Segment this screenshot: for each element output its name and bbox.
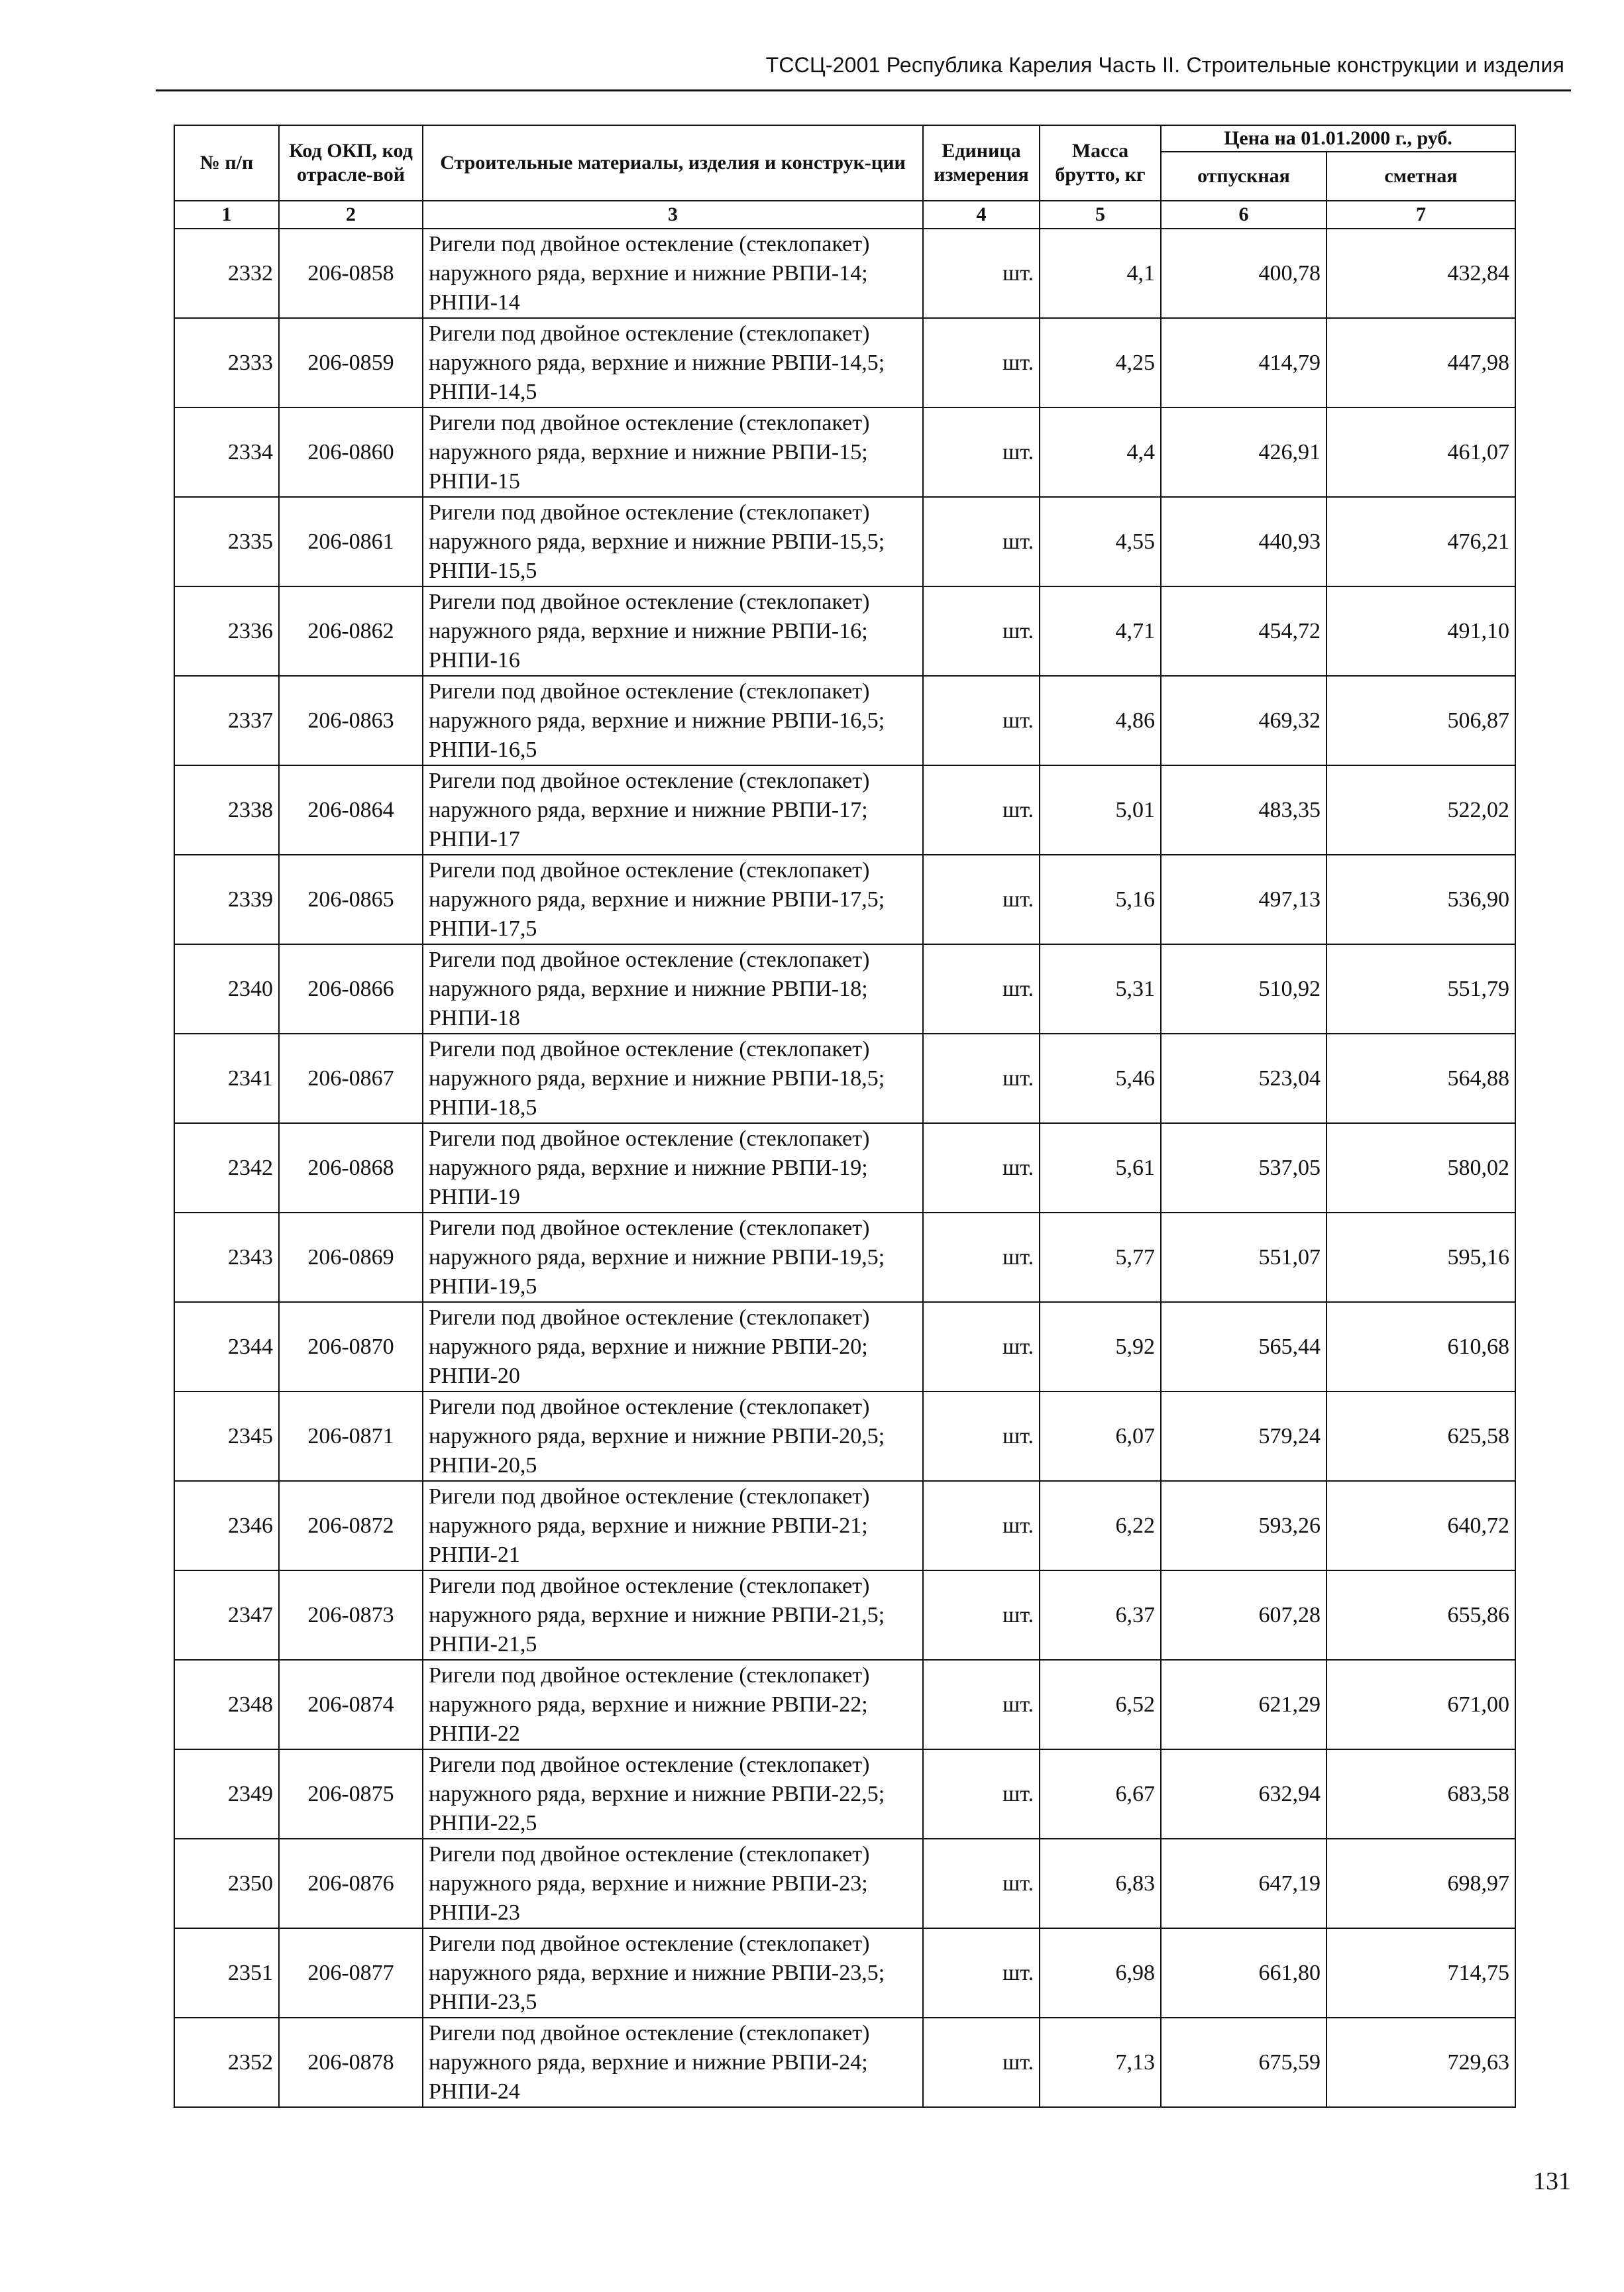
table-row: [174, 408, 1515, 497]
row-number: 2334: [174, 408, 279, 497]
row-price-release: 675,59: [1161, 2018, 1326, 2107]
table-row: [174, 1302, 1515, 1392]
row-number: 2335: [174, 497, 279, 586]
row-name: Ригели под двойное остекление (стеклопакет) наружного ряда, верхние и нижние РВПИ-24; РНПИ-24: [423, 2018, 923, 2107]
row-code: 206-0859: [279, 318, 423, 408]
row-price-estimate: 729,63: [1326, 2018, 1515, 2107]
row-unit: шт.: [923, 1570, 1040, 1660]
row-number: 2339: [174, 855, 279, 944]
row-price-estimate: 625,58: [1326, 1392, 1515, 1481]
row-code: 206-0864: [279, 765, 423, 855]
row-name: Ригели под двойное остекление (стеклопакет) наружного ряда, верхние и нижние РВПИ-23; РНПИ-23: [423, 1839, 923, 1928]
header-price-release: отпускная: [1161, 152, 1326, 201]
row-price-release: 483,35: [1161, 765, 1326, 855]
row-price-release: 497,13: [1161, 855, 1326, 944]
row-price-estimate: 551,79: [1326, 944, 1515, 1034]
row-code: 206-0867: [279, 1034, 423, 1123]
row-mass: 5,77: [1040, 1213, 1161, 1302]
row-unit: шт.: [923, 1839, 1040, 1928]
row-price-estimate: 491,10: [1326, 586, 1515, 676]
row-mass: 4,55: [1040, 497, 1161, 586]
row-code: 206-0868: [279, 1123, 423, 1213]
row-price-estimate: 610,68: [1326, 1302, 1515, 1392]
row-name: Ригели под двойное остекление (стеклопакет) наружного ряда, верхние и нижние РВПИ-22,5; РНПИ-22,5: [423, 1749, 923, 1839]
table-row: [174, 1392, 1515, 1481]
row-mass: 7,13: [1040, 2018, 1161, 2107]
row-code: 206-0877: [279, 1928, 423, 2018]
row-unit: шт.: [923, 1213, 1040, 1302]
row-name: Ригели под двойное остекление (стеклопакет) наружного ряда, верхние и нижние РВПИ-22; РНПИ-22: [423, 1660, 923, 1749]
row-unit: шт.: [923, 497, 1040, 586]
header-price-group: Цена на 01.01.2000 г., руб.: [1161, 125, 1515, 152]
row-price-release: 440,93: [1161, 497, 1326, 586]
header-price-estimate: сметная: [1326, 152, 1515, 201]
row-code: 206-0858: [279, 229, 423, 318]
row-code: 206-0865: [279, 855, 423, 944]
row-unit: шт.: [923, 1034, 1040, 1123]
row-number: 2332: [174, 229, 279, 318]
row-price-estimate: 698,97: [1326, 1839, 1515, 1928]
row-unit: шт.: [923, 2018, 1040, 2107]
row-unit: шт.: [923, 765, 1040, 855]
column-number-row: [174, 201, 1515, 229]
table-row: [174, 1213, 1515, 1302]
table-row: [174, 497, 1515, 586]
row-number: 2333: [174, 318, 279, 408]
row-price-estimate: 536,90: [1326, 855, 1515, 944]
row-price-release: 454,72: [1161, 586, 1326, 676]
row-price-estimate: 522,02: [1326, 765, 1515, 855]
row-code: 206-0861: [279, 497, 423, 586]
row-code: 206-0875: [279, 1749, 423, 1839]
row-mass: 4,86: [1040, 676, 1161, 765]
row-price-estimate: 655,86: [1326, 1570, 1515, 1660]
table-body: [174, 229, 1515, 2107]
row-name: Ригели под двойное остекление (стеклопакет) наружного ряда, верхние и нижние РВПИ-15,5; РНПИ-15,5: [423, 497, 923, 586]
row-price-release: 593,26: [1161, 1481, 1326, 1570]
row-code: 206-0866: [279, 944, 423, 1034]
column-number: 1: [174, 201, 279, 229]
row-mass: 6,22: [1040, 1481, 1161, 1570]
row-price-release: 632,94: [1161, 1749, 1326, 1839]
row-mass: 6,67: [1040, 1749, 1161, 1839]
row-mass: 6,83: [1040, 1839, 1161, 1928]
table-row: [174, 855, 1515, 944]
row-price-release: 551,07: [1161, 1213, 1326, 1302]
row-mass: 4,71: [1040, 586, 1161, 676]
row-price-release: 469,32: [1161, 676, 1326, 765]
row-name: Ригели под двойное остекление (стеклопакет) наружного ряда, верхние и нижние РВПИ-23,5; РНПИ-23,5: [423, 1928, 923, 2018]
table-row: [174, 1749, 1515, 1839]
row-mass: 6,52: [1040, 1660, 1161, 1749]
row-code: 206-0869: [279, 1213, 423, 1302]
column-number: 3: [423, 201, 923, 229]
row-mass: 6,98: [1040, 1928, 1161, 2018]
row-name: Ригели под двойное остекление (стеклопакет) наружного ряда, верхние и нижние РВПИ-14,5; РНПИ-14,5: [423, 318, 923, 408]
row-mass: 5,31: [1040, 944, 1161, 1034]
row-name: Ригели под двойное остекление (стеклопакет) наружного ряда, верхние и нижние РВПИ-17; РНПИ-17: [423, 765, 923, 855]
header-name: Строительные материалы, изделия и конструк-ции: [423, 125, 923, 201]
row-code: 206-0872: [279, 1481, 423, 1570]
column-number: 4: [923, 201, 1040, 229]
row-mass: 5,46: [1040, 1034, 1161, 1123]
column-number: 6: [1161, 201, 1326, 229]
row-code: 206-0871: [279, 1392, 423, 1481]
row-unit: шт.: [923, 855, 1040, 944]
column-number: 5: [1040, 201, 1161, 229]
table-row: [174, 1481, 1515, 1570]
row-unit: шт.: [923, 1749, 1040, 1839]
row-price-release: 523,04: [1161, 1034, 1326, 1123]
row-mass: 4,4: [1040, 408, 1161, 497]
row-number: 2338: [174, 765, 279, 855]
row-unit: шт.: [923, 676, 1040, 765]
row-price-release: 661,80: [1161, 1928, 1326, 2018]
row-number: 2337: [174, 676, 279, 765]
price-table: [174, 125, 1516, 2108]
row-price-estimate: 683,58: [1326, 1749, 1515, 1839]
table-row: [174, 1034, 1515, 1123]
row-name: Ригели под двойное остекление (стеклопакет) наружного ряда, верхние и нижние РВПИ-15; РНПИ-15: [423, 408, 923, 497]
row-name: Ригели под двойное остекление (стеклопакет) наружного ряда, верхние и нижние РВПИ-19,5; РНПИ-19,5: [423, 1213, 923, 1302]
row-unit: шт.: [923, 1660, 1040, 1749]
row-price-release: 400,78: [1161, 229, 1326, 318]
header-divider: [156, 89, 1571, 91]
table-row: [174, 586, 1515, 676]
running-header: ТССЦ-2001 Республика Карелия Часть II. Строительные конструкции и изделия: [765, 53, 1564, 77]
row-unit: шт.: [923, 1302, 1040, 1392]
row-price-estimate: 671,00: [1326, 1660, 1515, 1749]
row-mass: 5,01: [1040, 765, 1161, 855]
table-row: [174, 1839, 1515, 1928]
row-code: 206-0860: [279, 408, 423, 497]
row-price-estimate: 640,72: [1326, 1481, 1515, 1570]
table-row: [174, 1660, 1515, 1749]
row-name: Ригели под двойное остекление (стеклопакет) наружного ряда, верхние и нижние РВПИ-20; РНПИ-20: [423, 1302, 923, 1392]
row-name: Ригели под двойное остекление (стеклопакет) наружного ряда, верхние и нижние РВПИ-18,5; РНПИ-18,5: [423, 1034, 923, 1123]
column-number: 7: [1326, 201, 1515, 229]
row-code: 206-0870: [279, 1302, 423, 1392]
row-price-release: 537,05: [1161, 1123, 1326, 1213]
row-price-estimate: 461,07: [1326, 408, 1515, 497]
row-mass: 5,16: [1040, 855, 1161, 944]
row-unit: шт.: [923, 586, 1040, 676]
row-name: Ригели под двойное остекление (стеклопакет) наружного ряда, верхние и нижние РВПИ-18; РНПИ-18: [423, 944, 923, 1034]
row-number: 2341: [174, 1034, 279, 1123]
row-number: 2344: [174, 1302, 279, 1392]
row-number: 2352: [174, 2018, 279, 2107]
row-mass: 4,1: [1040, 229, 1161, 318]
row-price-release: 510,92: [1161, 944, 1326, 1034]
row-name: Ригели под двойное остекление (стеклопакет) наружного ряда, верхние и нижние РВПИ-21,5; РНПИ-21,5: [423, 1570, 923, 1660]
row-number: 2345: [174, 1392, 279, 1481]
row-mass: 6,07: [1040, 1392, 1161, 1481]
row-unit: шт.: [923, 1481, 1040, 1570]
row-number: 2346: [174, 1481, 279, 1570]
row-price-release: 579,24: [1161, 1392, 1326, 1481]
row-unit: шт.: [923, 408, 1040, 497]
row-number: 2343: [174, 1213, 279, 1302]
row-code: 206-0874: [279, 1660, 423, 1749]
row-unit: шт.: [923, 944, 1040, 1034]
table-row: [174, 676, 1515, 765]
page-number: 131: [1533, 2167, 1571, 2195]
row-price-estimate: 714,75: [1326, 1928, 1515, 2018]
table-row: [174, 1570, 1515, 1660]
row-price-release: 426,91: [1161, 408, 1326, 497]
row-number: 2347: [174, 1570, 279, 1660]
header-num: № п/п: [174, 125, 279, 201]
row-price-estimate: 447,98: [1326, 318, 1515, 408]
row-unit: шт.: [923, 1123, 1040, 1213]
row-name: Ригели под двойное остекление (стеклопакет) наружного ряда, верхние и нижние РВПИ-20,5; РНПИ-20,5: [423, 1392, 923, 1481]
row-price-release: 414,79: [1161, 318, 1326, 408]
table-row: [174, 2018, 1515, 2107]
row-price-estimate: 564,88: [1326, 1034, 1515, 1123]
row-code: 206-0862: [279, 586, 423, 676]
table-row: [174, 229, 1515, 318]
row-price-release: 565,44: [1161, 1302, 1326, 1392]
row-number: 2342: [174, 1123, 279, 1213]
row-name: Ригели под двойное остекление (стеклопакет) наружного ряда, верхние и нижние РВПИ-14; РНПИ-14: [423, 229, 923, 318]
header-unit: Единица измерения: [923, 125, 1040, 201]
row-number: 2340: [174, 944, 279, 1034]
row-name: Ригели под двойное остекление (стеклопакет) наружного ряда, верхние и нижние РВПИ-21; РНПИ-21: [423, 1481, 923, 1570]
table-row: [174, 1928, 1515, 2018]
row-number: 2348: [174, 1660, 279, 1749]
table-row: [174, 944, 1515, 1034]
table-row: [174, 318, 1515, 408]
row-price-estimate: 595,16: [1326, 1213, 1515, 1302]
row-price-release: 621,29: [1161, 1660, 1326, 1749]
header-mass: Масса брутто, кг: [1040, 125, 1161, 201]
row-number: 2336: [174, 586, 279, 676]
row-price-release: 647,19: [1161, 1839, 1326, 1928]
row-mass: 6,37: [1040, 1570, 1161, 1660]
row-unit: шт.: [923, 229, 1040, 318]
row-unit: шт.: [923, 1928, 1040, 2018]
row-mass: 5,92: [1040, 1302, 1161, 1392]
row-unit: шт.: [923, 1392, 1040, 1481]
row-price-estimate: 506,87: [1326, 676, 1515, 765]
row-code: 206-0873: [279, 1570, 423, 1660]
row-code: 206-0876: [279, 1839, 423, 1928]
row-code: 206-0878: [279, 2018, 423, 2107]
row-price-release: 607,28: [1161, 1570, 1326, 1660]
row-number: 2349: [174, 1749, 279, 1839]
row-unit: шт.: [923, 318, 1040, 408]
row-code: 206-0863: [279, 676, 423, 765]
row-name: Ригели под двойное остекление (стеклопакет) наружного ряда, верхние и нижние РВПИ-17,5; РНПИ-17,5: [423, 855, 923, 944]
header-code: Код ОКП, код отрасле-вой: [279, 125, 423, 201]
row-price-estimate: 580,02: [1326, 1123, 1515, 1213]
table-row: [174, 1123, 1515, 1213]
row-mass: 5,61: [1040, 1123, 1161, 1213]
row-number: 2351: [174, 1928, 279, 2018]
column-number: 2: [279, 201, 423, 229]
row-mass: 4,25: [1040, 318, 1161, 408]
row-price-estimate: 476,21: [1326, 497, 1515, 586]
row-name: Ригели под двойное остекление (стеклопакет) наружного ряда, верхние и нижние РВПИ-16,5; РНПИ-16,5: [423, 676, 923, 765]
row-name: Ригели под двойное остекление (стеклопакет) наружного ряда, верхние и нижние РВПИ-19; РНПИ-19: [423, 1123, 923, 1213]
row-name: Ригели под двойное остекление (стеклопакет) наружного ряда, верхние и нижние РВПИ-16; РНПИ-16: [423, 586, 923, 676]
row-number: 2350: [174, 1839, 279, 1928]
table-row: [174, 765, 1515, 855]
row-price-estimate: 432,84: [1326, 229, 1515, 318]
